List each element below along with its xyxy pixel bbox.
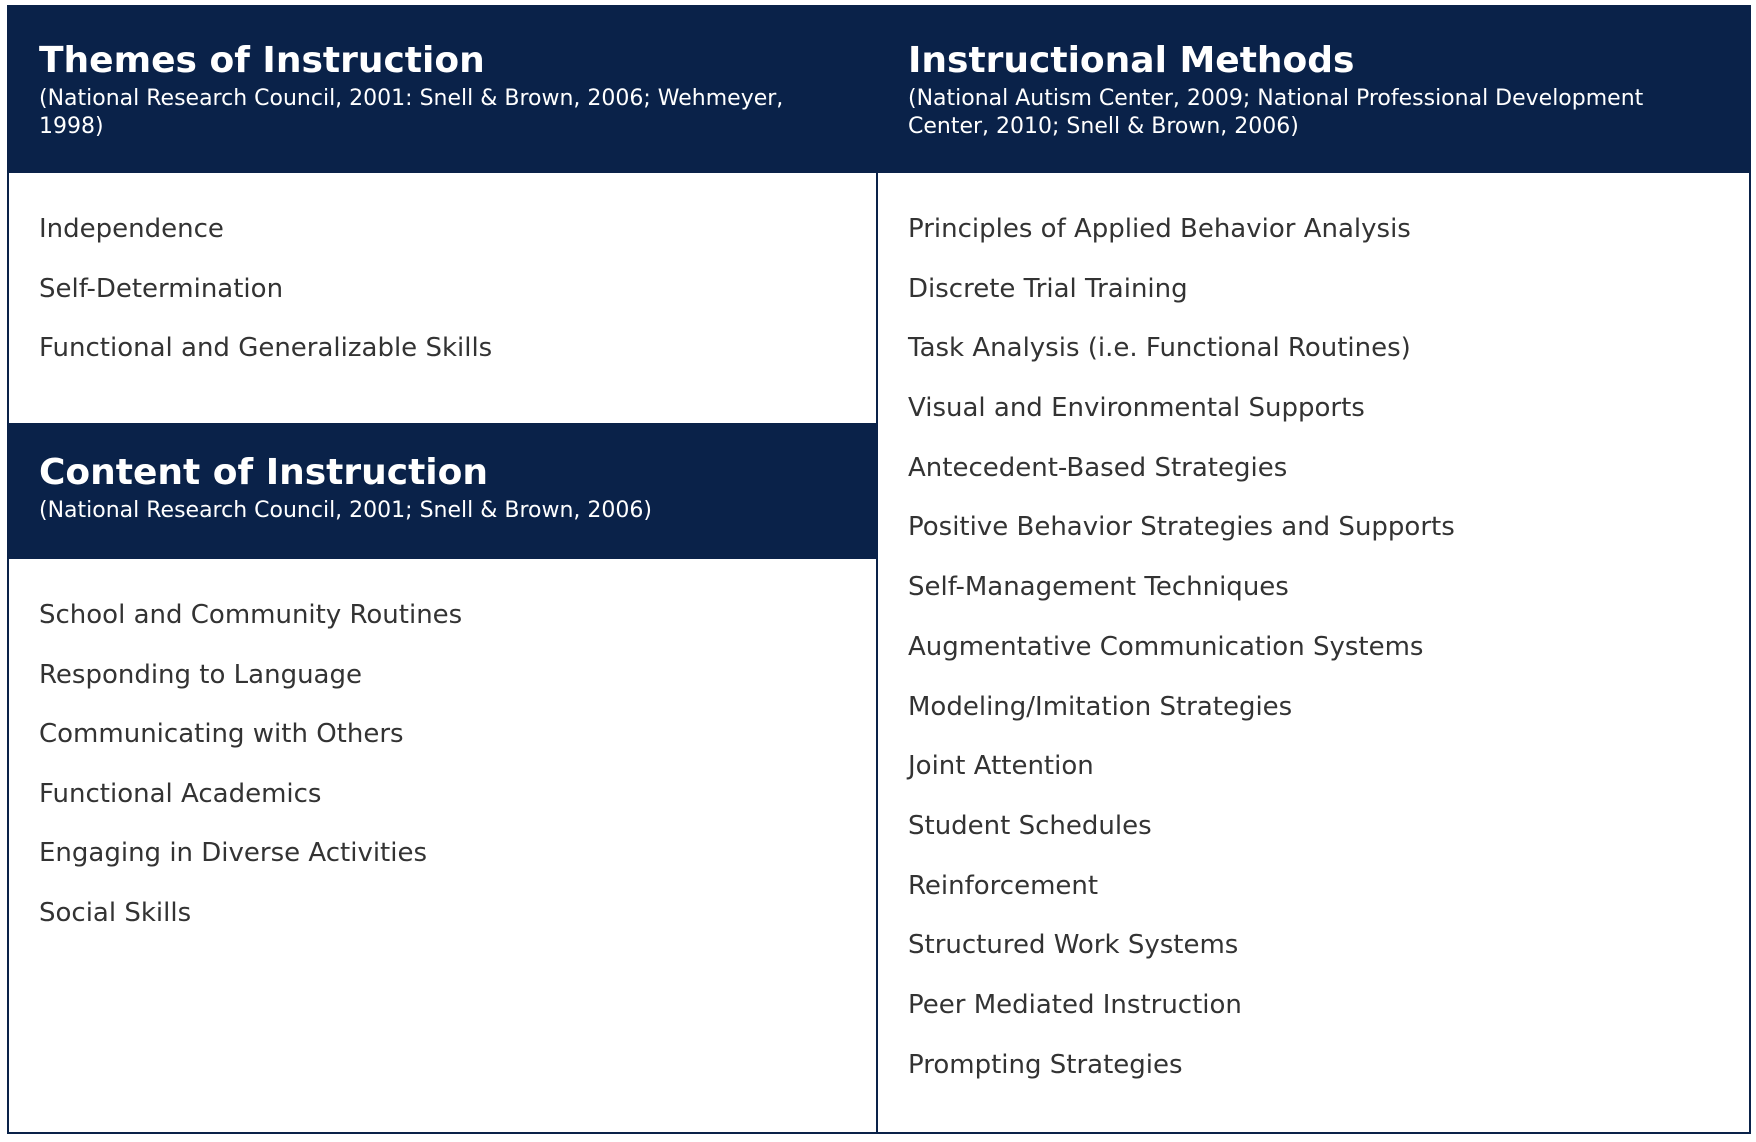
list-item: Visual and Environmental Supports <box>908 393 1365 424</box>
right-column <box>878 7 1749 1132</box>
list-item: Responding to Language <box>39 659 362 690</box>
list-item: Reinforcement <box>908 870 1099 901</box>
list-item: Prompting Strategies <box>908 1049 1183 1080</box>
methods-list <box>878 173 1749 1081</box>
list-item: Peer Mediated Instruction <box>908 989 1242 1020</box>
methods-section <box>878 7 1749 1081</box>
list-item: Functional Academics <box>39 778 322 809</box>
themes-title: Themes of Instruction <box>39 40 485 81</box>
list-item: Augmentative Communication Systems <box>908 631 1424 662</box>
list-item: Positive Behavior Strategies and Supports <box>908 512 1455 543</box>
list-item: Communicating with Others <box>39 719 404 749</box>
methods-header <box>878 7 1749 173</box>
list-item: Student Schedules <box>908 810 1152 841</box>
list-item: Joint Attention <box>908 751 1094 782</box>
content-header <box>9 423 876 559</box>
list-item: Functional and Generalizable Skills <box>39 333 493 363</box>
list-item: Self-Management Techniques <box>908 572 1289 603</box>
list-item: Self-Determination <box>39 273 284 304</box>
content-citation: (National Research Council, 2001; Snell & Brown, 2006) <box>39 498 652 523</box>
themes-citation: (National Research Council, 2001: Snell & Brown, 2006; Wehmeyer, 1998) <box>39 86 784 139</box>
list-item: School and Community Routines <box>39 600 463 630</box>
themes-section <box>9 7 876 364</box>
list-item: Discrete Trial Training <box>908 273 1188 304</box>
left-column <box>9 7 878 1132</box>
instruction-table <box>7 5 1751 1134</box>
list-item: Task Analysis (i.e. Functional Routines) <box>908 333 1411 364</box>
methods-title: Instructional Methods <box>908 40 1355 81</box>
list-item: Structured Work Systems <box>908 930 1239 961</box>
list-item: Social Skills <box>39 897 192 928</box>
themes-list <box>9 173 876 364</box>
list-item: Modeling/Imitation Strategies <box>908 691 1293 722</box>
methods-citation: (National Autism Center, 2009; National Professional Development Center, 2010; Snell & Brown, 2006) <box>908 86 1644 139</box>
list-item: Engaging in Diverse Activities <box>39 838 428 868</box>
content-section <box>9 423 876 956</box>
list-item: Principles of Applied Behavior Analysis <box>908 214 1411 244</box>
themes-header <box>9 7 876 173</box>
content-title: Content of Instruction <box>39 452 488 493</box>
list-item: Antecedent-Based Strategies <box>908 452 1288 483</box>
list-item: Independence <box>39 214 224 244</box>
content-list <box>9 559 876 929</box>
